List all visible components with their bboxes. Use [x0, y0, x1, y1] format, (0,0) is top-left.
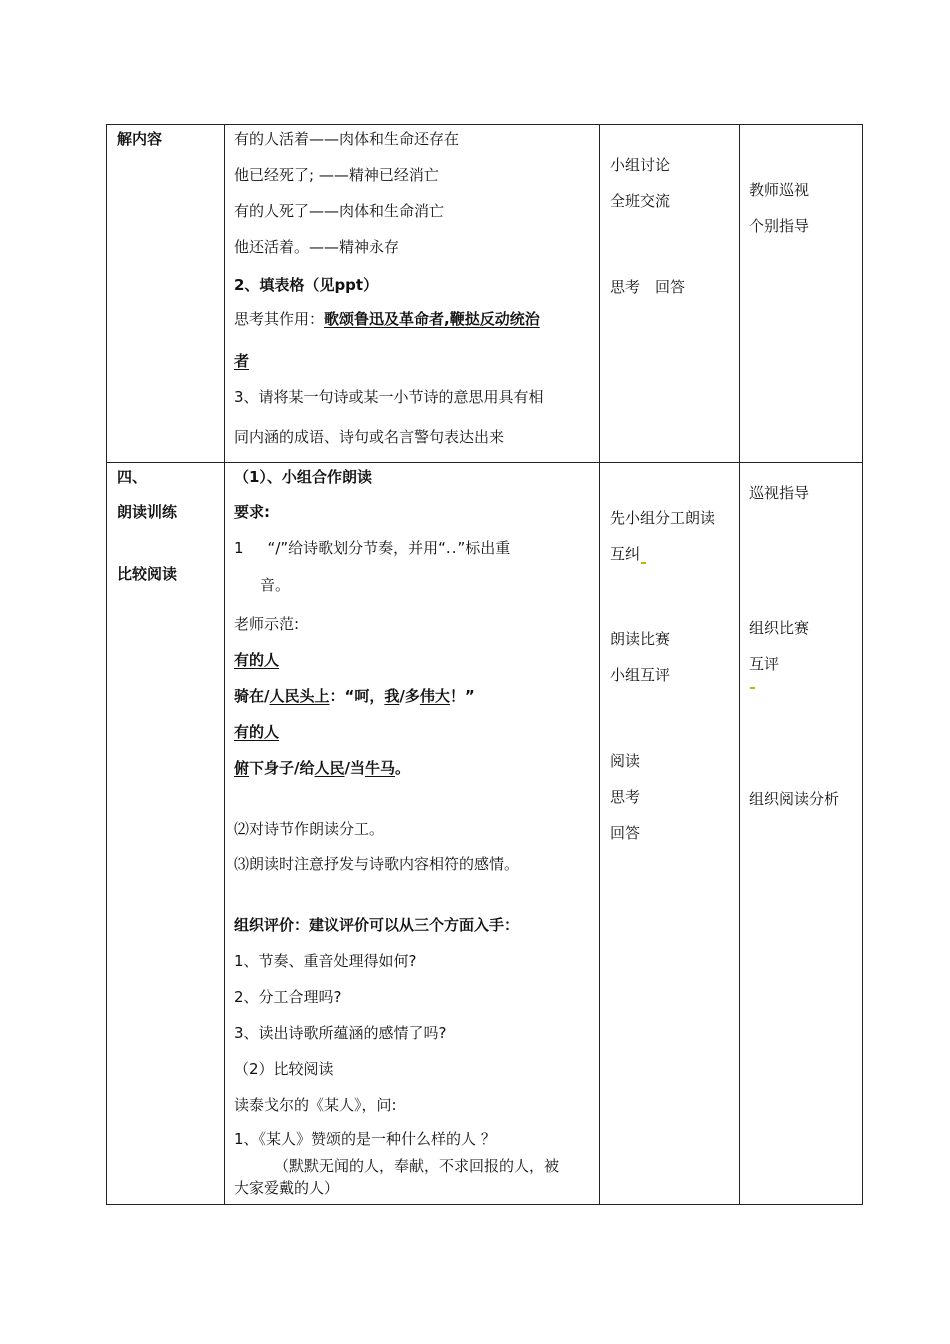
teacher-activity: 巡视指导: [749, 484, 810, 502]
step-text: 同内涵的成语、诗句或名言警句表达出来: [234, 428, 505, 446]
section-cell: [107, 125, 225, 463]
table-row: [107, 463, 863, 1205]
table-row: [107, 125, 863, 463]
teacher-activity: 个别指导: [749, 217, 810, 235]
content-cell: [225, 125, 600, 463]
poem-line: 他已经死了; ——精神已经消亡: [234, 166, 439, 184]
student-activity: 思考 回答: [610, 278, 686, 296]
section-label: 比较阅读: [117, 565, 178, 583]
poem-segment: /多: [399, 687, 420, 705]
subsection-title: （2）比较阅读: [234, 1060, 334, 1078]
demo-label: 老师示范:: [234, 615, 300, 633]
requirement-number: 1: [234, 539, 244, 557]
poem-segment: ！”: [449, 687, 475, 705]
teacher-activity-cell: [740, 125, 863, 463]
poem-line: 他还活着。——精神永存: [234, 238, 400, 256]
answer-cont: 大家爱戴的人）: [234, 1179, 340, 1197]
evaluation-heading: 组织评价：建议评价可以从三个方面入手：: [234, 916, 520, 934]
poem-segment: 下身子/给: [249, 759, 315, 777]
student-activity: 阅读: [610, 752, 641, 770]
student-activity: 互纠: [610, 545, 641, 563]
stress-dots: ..: [445, 539, 458, 557]
reading-item: ⑶朗读时注意抒发与诗歌内容相符的感情。: [234, 855, 520, 873]
poem-line: [234, 686, 475, 706]
think-answer-cont: 者: [234, 352, 250, 370]
poem-segment: 伟大: [419, 687, 450, 705]
reading-item: ⑵对诗节作朗读分工。: [234, 820, 385, 838]
poem-segment: ：“呵，: [329, 687, 385, 705]
evaluation-item: 1、节奏、重音处理得如何?: [234, 952, 417, 970]
poem-line: 有的人活着——肉体和生命还存在: [234, 130, 460, 148]
student-activity: 小组讨论: [610, 156, 671, 174]
poem-segment: 俯: [234, 759, 250, 777]
student-activity-cell: [600, 463, 740, 1205]
student-activity: 全班交流: [610, 192, 671, 210]
subsection-title: （1）、小组合作朗读: [234, 468, 372, 486]
student-activity-line: [610, 544, 646, 564]
question: 1、《某人》赞颂的是一种什么样的人 ？: [234, 1130, 496, 1148]
reading-prompt: 读泰戈尔的《某人》，问:: [234, 1096, 397, 1114]
student-activity: 小组互评: [610, 666, 671, 684]
student-activity: 朗读比赛: [610, 630, 671, 648]
requirement-heading: 要求:: [234, 503, 270, 521]
step-heading: 2、填表格（见ppt）: [234, 276, 379, 294]
revision-mark: [641, 562, 646, 564]
poem-segment: 人民头上: [269, 687, 330, 705]
section-number: 四、: [117, 468, 148, 486]
poem-segment: 骑在/: [234, 687, 270, 705]
teacher-activity-cell: [740, 463, 863, 1205]
content-cell: [225, 463, 600, 1205]
step-text: 3、请将某一句诗或某一小节诗的意思用具有相: [234, 388, 544, 406]
evaluation-item: 3、读出诗歌所蕴涵的感情了吗?: [234, 1024, 447, 1042]
poem-segment: 牛马: [365, 759, 396, 777]
lesson-plan-table: [106, 124, 863, 1205]
poem-line: [234, 758, 410, 778]
section-cell: [107, 463, 225, 1205]
think-prefix: 思考其作用：: [234, 310, 325, 328]
student-activity: 先小组分工朗读: [610, 509, 716, 527]
teacher-activity: 互评: [749, 655, 780, 673]
student-activity: 回答: [610, 824, 641, 842]
poem-segment: 。: [395, 759, 411, 777]
think-line: [234, 309, 540, 329]
poem-line: 有的人: [234, 723, 280, 741]
think-answer: 歌颂鲁迅及革命者,鞭挞反动统治: [324, 310, 540, 328]
requirement-text: ”标出重: [457, 539, 511, 557]
poem-line: 有的人死了——肉体和生命消亡: [234, 202, 445, 220]
poem-segment: 我: [384, 687, 400, 705]
section-label: 解内容: [117, 130, 163, 148]
poem-line: 有的人: [234, 651, 280, 669]
poem-segment: /当: [344, 759, 365, 777]
teacher-activity: 组织比赛: [749, 619, 810, 637]
answer: （默默无闻的人，奉献，不求回报的人，被: [274, 1157, 560, 1175]
teacher-activity: 组织阅读分析: [749, 790, 840, 808]
teacher-activity: 教师巡视: [749, 181, 810, 199]
poem-segment: 人民: [314, 759, 345, 777]
revision-mark: [750, 687, 755, 689]
requirement-text-cont: 音。: [260, 576, 291, 594]
student-activity-cell: [600, 125, 740, 463]
requirement-text: “/”给诗歌划分节奏，并用“: [267, 539, 446, 557]
section-label: 朗读训练: [117, 503, 178, 521]
student-activity: 思考: [610, 788, 641, 806]
requirement-item: [234, 538, 510, 558]
evaluation-item: 2、分工合理吗?: [234, 988, 342, 1006]
